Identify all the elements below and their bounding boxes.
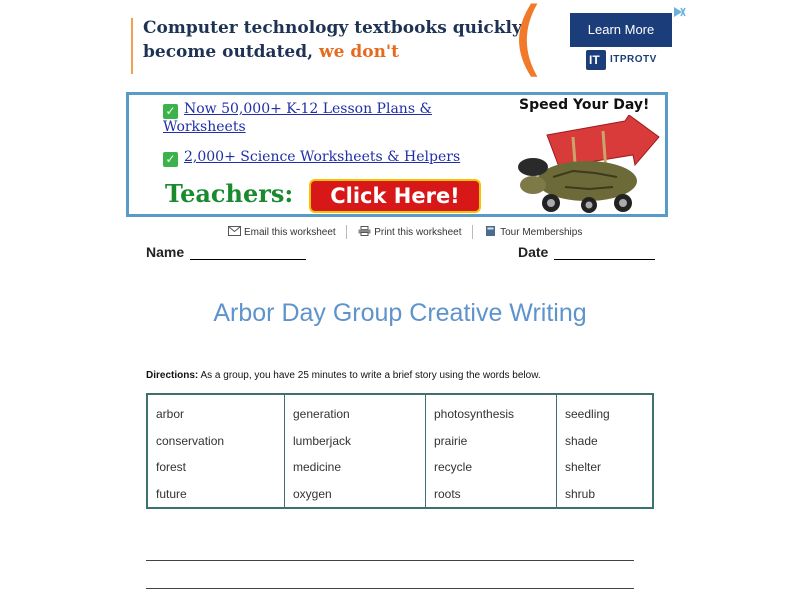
checkmark-icon: ✓	[163, 104, 178, 119]
print-label: Print this worksheet	[374, 227, 462, 238]
directions-text: As a group, you have 25 minutes to write a brief story using the words below.	[200, 370, 541, 381]
word-cell: shelter	[565, 460, 602, 474]
word-cell: arbor	[156, 407, 185, 421]
worksheet-toolbar	[228, 225, 582, 243]
word-cell: future	[156, 486, 187, 501]
tour-label: Tour Memberships	[500, 227, 583, 238]
date-label: Date	[518, 244, 549, 260]
name-blank[interactable]	[190, 245, 306, 260]
click-here-button[interactable]: Click Here!	[309, 179, 481, 213]
word-cell: generation	[293, 407, 350, 421]
logo-mark-text: IT	[589, 53, 600, 67]
ad-headline-prefix: become outdated,	[143, 42, 314, 62]
ad-headline-line2	[143, 40, 522, 64]
top-banner-ad[interactable]	[128, 0, 688, 86]
learn-more-button[interactable]: Learn More	[570, 13, 672, 47]
it-logo-mark	[586, 50, 606, 70]
speed-your-day-label: Speed Your Day!	[519, 97, 650, 113]
word-cell: recycle	[434, 460, 473, 474]
email-label: Email this worksheet	[244, 227, 336, 238]
teachers-label: Teachers:	[165, 179, 294, 208]
directions	[146, 370, 541, 381]
ad-headline-line1: Computer technology textbooks quickly	[143, 18, 522, 38]
checkmark-icon: ✓	[163, 152, 178, 167]
ad-headline[interactable]	[143, 16, 522, 64]
itprotv-logo[interactable]	[582, 48, 662, 72]
tour-memberships-link[interactable]	[484, 226, 582, 238]
word-column	[147, 394, 285, 508]
word-cell: oxygen	[293, 486, 332, 501]
date-blank[interactable]	[554, 245, 655, 260]
ad-headline-accent: we don't	[318, 42, 399, 62]
science-worksheets-row	[163, 149, 460, 167]
worksheet-title: Arbor Day Group Creative Writing	[213, 299, 587, 327]
word-cell: conservation	[156, 433, 225, 448]
writing-line[interactable]	[146, 588, 634, 589]
print-worksheet-link[interactable]	[358, 226, 461, 238]
word-cell: shrub	[565, 486, 596, 501]
word-cell: prairie	[434, 433, 468, 448]
word-bank-table	[146, 393, 654, 509]
logo-text: ITPROTV	[610, 54, 657, 65]
word-bank-row	[147, 394, 653, 508]
word-column	[426, 394, 557, 508]
ad-accent-bar	[131, 18, 133, 74]
lesson-plans-row	[163, 101, 493, 136]
writing-line[interactable]	[146, 560, 634, 561]
envelope-icon	[228, 226, 241, 236]
name-field	[146, 244, 306, 260]
teachers-ad[interactable]	[126, 92, 668, 217]
lesson-plans-link[interactable]: Now 50,000+ K-12 Lesson Plans & Worksheets	[163, 101, 432, 135]
email-worksheet-link[interactable]	[228, 226, 336, 238]
word-cell: medicine	[293, 460, 342, 474]
ad-bracket-graphic: (	[512, 0, 544, 86]
name-label: Name	[146, 244, 185, 260]
word-cell: photosynthesis	[434, 407, 515, 421]
toolbar-divider	[472, 225, 473, 239]
turtle-rocket-illustration	[513, 115, 661, 213]
directions-label: Directions:	[146, 370, 199, 381]
word-cell: forest	[156, 460, 187, 474]
toolbar-divider	[346, 225, 347, 239]
printer-icon	[358, 226, 371, 236]
word-cell: shade	[565, 433, 598, 448]
science-worksheets-link[interactable]: 2,000+ Science Worksheets & Helpers	[184, 149, 461, 165]
word-cell: seedling	[565, 407, 610, 421]
word-cell: roots	[434, 486, 461, 501]
date-field	[518, 244, 655, 260]
book-icon	[484, 226, 497, 236]
adchoices-icon[interactable]	[672, 6, 686, 18]
word-column	[557, 394, 654, 508]
word-column	[285, 394, 426, 508]
word-cell: lumberjack	[293, 433, 352, 448]
